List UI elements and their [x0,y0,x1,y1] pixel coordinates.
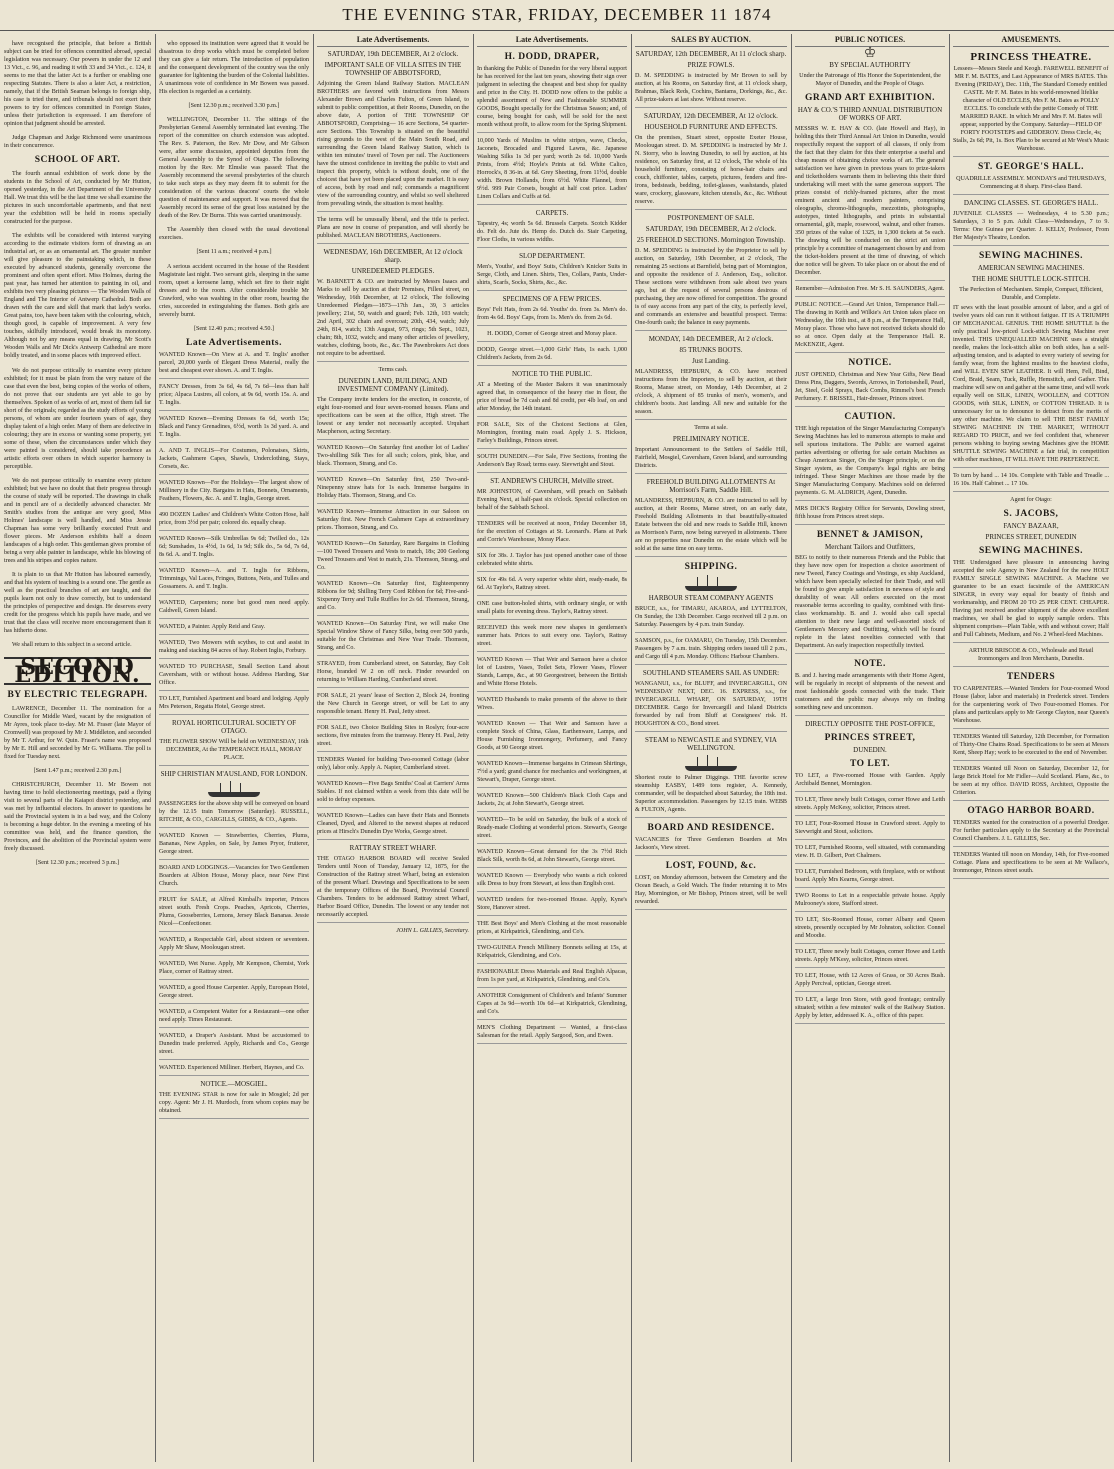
sent-note: [Sent 12.40 p.m.; received 4.50.] [193,325,275,332]
hall-body: QUADRILLE ASSEMBLY. MONDAYS and THURSDAYS, Commencing at 8 sharp. First-class Band. [953,175,1109,195]
art-body: MESSRS W. E. HAY & CO. (late Howell and Hay), in holding this their Third Annual Art Union in Dunedin, would respectfully request the support of all classes, if only from the fact that they claim for this their enterprise a useful and cheap means of obtaining choice works of art. The general satisfaction we have given in previous years to prize-takers and ticketholders warrants them in believing this their third undertaking will meet with the same generous support. The prizes consist of richly-framed pictures, after the most eminent ancient and modern painters, comprising oleographs, chromo-lithographs, mezzotints, photographs, autotypes, tinted lithographs, and prints in substantial ornamental, gilt, maple, rosewood, walnut, and other frames. 350 prizes of the value of 1325, in 1,300 tickets at 5s each. The drawing will be conducted on the strict art union principle by a committee of management chosen by and from the ticket-holders present at the time of drawing, of which due notice will be given. To take place on or about the end of December. [795,125,945,281]
harbor-body: TENDERS wanted for the construction of a powerful Dredger. For further particulars apply to the Secretary at the Provincial Council Chambers. J. L. GILLIES, Sec. [953,819,1109,847]
ship-ad: PASSENGERS for the above ship will be conveyed on board by the 12.15 train Tomorrow (Saturday). RUSSELL, RITCHIE, & CO., CARGILLS, GIBBS, & CO., Agents. [159,800,309,828]
tender-ad: TO CARPENTERS.—Wanted Tenders for Four-roomed Wood House (labor, labor and materials) in Frederick street. Tenders for the carpentering work of Two Four-roomed Homes. For plans and particulars apply to Mr George Clayton, near Queen's Warehouse. [953,685,1109,729]
shipping-title: STEAM to NEWCASTLE and SYDNEY, VIA WELLINGTON. [645,736,777,752]
pledge-terms: Terms cash. [378,367,408,373]
flower-show-ad: THE FLOWER SHOW Will be held on WEDNESDAY, 16th DECEMBER, At the TEMPERANCE HALL, MORAY PLACE. [159,738,309,766]
advertisement: RECEIVED this week more new shapes in gentlemen's summer hats. Prices to suit every one. Taylor's, Rattray street. [477,624,627,652]
board-body: VACANCIES for Three Gentlemen Boarders at Mrs Jackson's, View street. [635,836,787,856]
pledge-title: UNREDEEMED PLEDGES. [351,267,435,275]
board-heading: BOARD AND RESIDENCE. [647,823,775,833]
to-let-ad: TO LET, Four-Roomed House in Crawford street. Apply to Sievwright and Stout, solicitors. [795,820,945,840]
advertisement: DODD, George street.—1,000 Girls' Hats, 1s each. 1,000 Children's Jackets, from 2s 6d. [477,346,627,366]
column-7 [953,34,1109,1464]
paragraph: Judge Chapman and Judge Richmond were unanimous in their concurrence. [4,135,151,150]
advertisement: 490 DOZEN Ladies' and Children's White Cotton Hose, half price, from 3½d per pair; colored do. equally cheap. [159,511,309,531]
advertisement: WANTED. Experienced Milliner. Herbert, Haynes, and Co. [159,1064,309,1076]
shipping-body: BRUCE, s.s., for TIMARU, AKAROA, and LYTTELTON, On Sunday, the 13th December. Cargo received till 2 p.m. on Saturday. Passengers by 4 p.m. train Sunday. [635,605,787,633]
home-prices: To turn by hand ... 14 10s. Complete with Table and Treadle ... 16 10s. Half Cabinet ... 17 10s. [953,472,1109,492]
advertisement: WANTED Known—On Saturday first another lot of Ladies' Two-shilling Silk Ties for all such; colors, pink, blue, and black. Thomson, Strang, and Co. [317,444,469,472]
column-heading: Late Advertisements. [317,36,469,47]
advertisement: WANTED Known—Great demand for the 3s 7½d Rich Black Silk, worth 8s 6d, at John Stewart's, George street. [477,848,627,868]
shipping-heading: SHIPPING. [684,562,738,572]
advertisement: FRUIT for SALE, at Alfred Kimball's importer, Princes street south. Fresh Crops. Peaches, Apricots, Cherries, Plums, Gooseberries, Lemons, Jersey Black Bananas. Jessie Nicol—Confectioner. [159,896,309,932]
to-let-ad: TO LET, a Five-roomed House with Garden. Apply Archibald Bennet, Mornington. [795,772,945,792]
sale-date: SATURDAY, 19th DECEMBER, At 2 o'clock. [327,50,459,58]
mosgiel-heading: NOTICE.—MOSGIEL. [200,1079,268,1088]
church-body: MR JOHNSTON, of Caversham, will preach on Sabbath Evening Next, at half-past six o'clock. Special collection on behalf of the Sabbath School. [477,488,627,516]
sent-note: [Sent 12.30 p.m.; received 3.30 p.m.] [188,103,280,110]
advertisement: TENDERS Wanted for building Two-roomed Cottage (labor only), labor only. Apply A. Napier, Cumberland street. [317,756,469,776]
advertisement: FOR SALE, 21 years' lease of Section 2, Block 24, fronting the New Church in George street, or will be Let to any responsible tenant. Henry H. Paul, Jetty street. [317,692,469,720]
sale-title: 85 TRUNKS BOOTS. [679,346,743,354]
advertisement: WANTED Known—A. and T. Inglis for Ribbons, Trimmings, Val Laces, Fringes, Buttons, Nets, and Tulles and Gossamers. A. and T. Inglis. [159,567,309,595]
to-let-ad: TO LET, Furnished Rooms, well situated, with commanding view. H. D. Gilbert, Port Chalmers. [795,844,945,864]
section-heading: SCHOOL OF ART. [34,155,121,166]
dodd-body: In thanking the Public of Dunedin for the very liberal support he has received for the last ten years, showing their sign over judgment in selecting the cheapest and best shop for quality and price in the City. H. DODD now offers to the public a splendid assortment of New and Fashionable SUMMER GOODS, Bought specially for the Christmas Season; and, of course, being bought for cash, will be sold for the next month without profit, to allow room for the Spring Shipment. [477,65,627,133]
to-let-ad: TWO Rooms to Let in a respectable private house. Apply Mulrooney's store, Stafford street. [795,892,945,912]
telegraph-heading: BY ELECTRIC TELEGRAPH. [7,689,148,700]
paragraph: The fourth annual exhibition of work done by the students in the School of Art, conducted by Mr Hutton, opened yesterday, in the Art Department of the University Hall. We trust this will be the last time we shall examine the pictures in such uncomfortable apartments, and that next year the exhibition will be held in rooms specially constructed for the purpose. [4,171,151,226]
home-body: IT sews with the least possible amount of labor, and a girl of twelve years old can run it without fatigue. IT IS A TRIUMPH OF MECHANICAL GENIUS. THE HOME SHUTTLE Is the only practical low-priced Lock-stitch Sewing Machine ever invented. THIS UNEQUALLED MACHINE uses a straight needle, makes the lock-stitch alike on both sides, has a self-adjusting tension, and is adapted to every variety of sewing for family wear, from the lightest muslins to the heaviest cloths, and WILL EVEN SEW LEATHER. It will Hem, Fell, Bind, Cord, Braid, Seam, Tuck, Ruffle, Hemstitch, and Gather. This machine will sew on and gather at the same time, and will work equally well on SILK, LINEN, WOOLLEN, and COTTON GOODS, with SILK, LINEN, or COTTON THREAD. It is unnecessary for us to denounce to detract from the merits of any other machine. We claim to sell THE BEST FAMILY SEWING MACHINE IN THE MARKET, WITHOUT REGARD TO PRICE, and we feel confident that, whenever persons wishing to buying sewing Machines give the HOME SHUTTLE SEWING MACHINE a fair trial, in competition with other machines, IT WILL HAVE THE PREFERENCE. [953,304,1109,468]
sale-title: IMPORTANT SALE OF VILLA SITES IN THE TOWNSHIP OF ABBOTSFORD, [324,61,462,77]
sale-body: D. M. SPEDDING is instructed by Mr Brown to sell by auction, at his Rooms, on Saturday first, at 11 o'clock sharp, Brahmas, Black Reds, Cochins, Bantams, Dorkings, &c., &c. All prize-takers at last show. Without reserve. [635,72,787,108]
late-ads-heading: Late Advertisements. [185,337,282,348]
slop-title: SLOP DEPARTMENT. [519,252,585,260]
advertisement: WANTED Known—On Saturday First, we will make One Special Window Show of Fancy Silks, being over 500 yards, suitable for the Christmas and New Year Trade. Thomson, Strang, and Co. [317,620,469,656]
tenders-heading: TENDERS [1006,672,1056,682]
registry-ad: MRS DICK'S Registry Office for Servants, Dowling street, fifth house from Princes street steps. [795,505,945,525]
signature: JOHN L. GILLIES, Secretary. [396,928,469,934]
paragraph: We do not purpose critically to examine every picture exhibited; for it must be plain from the very nature of the case that even the best, being copies of the works of others, do not prove that our students are yet able to go by themselves. Spoken of as works of art, most of them fall far short of the originals; regarded as the study efforts of young persons, of whom are under fourteen years of age, they display talent of a high order. Many of them are defective in colouring; they are in excess or wanting some property, yet some of these, when the circumstances under which they were painted is considered, should take precedence as artistic efforts over others in which superior harmony is perceptible. [4,367,151,470]
advertisement: WANTED Known — Everybody who wants a rich colored silk Dress to buy from Stewart, at less than English cost. [477,872,627,892]
jacobs-title: S. JACOBS, [1003,509,1059,519]
note-body: B. and J. having made arrangements with their Home Agent, will be regularly in receipt of shipments of the newest and most fashionable goods connected with the trade. Their customers and the public may always rely on finding something new and uncommon. [795,672,945,716]
royal-arms-icon: ♔ [863,46,877,61]
advertisement: WANTED Known—Immense Attraction in our Saloon on Saturday first. New French Cashmere Caps at extraordinary prices. Thomson, Strang, and Co. [317,508,469,536]
advertisement: TENDERS will be received at noon, Friday December 18, for the erection of Cottages at St. Leonard's. Plans at Park and Corrie's Warehouse, Moray Place. [477,520,627,548]
advertisement: TWO-GUINEA French Millinery Bonnets selling at 15s, at Kirkpatrick, Glendining, and Co's. [477,944,627,964]
agent-label: Agent for Otago: [1010,497,1052,503]
note-heading: NOTE. [854,659,886,669]
specimens-title: SPECIMENS OF A FEW PRICES. [502,295,602,303]
sewing-body-2: THE Undersigned have pleasure in announcing having accepted the sole Agency in New Zealand for the new HOLT FAMILY SINGLE SEWING MACHINE. A Machine we guarantee to be an exact facsimile of the AMERICAN SINGER, in every way equal for beauty of finish and workmanship, and FROM 20 TO 25 PER CENT. CHEAPER. Having just received another shipment of the above excellent machines, we shall be glad to supply sample orders. This shipment comprises—Plain Table, with and without cover; Half and Full Cabinets, Medium, and No. 2 Wheel-feed Machines. [953,559,1109,643]
sale-body: On the premises, Stuart street, opposite Exeter House, Moolougan street. D. M. SPEDDING is instructed by Mr J. N. Storry, who is leaving Dunedin, to sell by auction, at his residence, on Saturday first, at 12 o'clock, The whole of his household furniture, consisting of horse-hair chairs and couch, chiffonier, tables, carpets, pictures, fenders and fire-irons, bedsteads, bedding, toilet-glasses, washstands, plated ware, crockery, glassware, kitchen utensils, &c., &c. Without reserve. [635,134,787,210]
advertisement: WANTED Known—On View at A. and T. Inglis' another parcel, 20,000 yards of Elegant Dress Material, really the best and cheapest ever shown. A. and T. Inglis. [159,351,309,379]
to-let-ad: TO LET, Furnished Bedroom, with fireplace, with or without board. Apply Mrs Kearns, George street. [795,868,945,888]
jacobs-address: PRINCES STREET, DUNEDIN [985,533,1077,541]
second-edition-heading: SECOND EDITION. [4,657,151,685]
wharf-body: THE OTAGO HARBOR BOARD will receive Sealed Tenders until Noon of Tuesday, January 12, 1875, for the Construction of the Rattray street Wharf, being an extension of the present Wharf. Drawings and Specifications to be seen at the temporary Offices of the Board, Provincial Council Chambers. Tenders to be addressed Rattray street Wharf, Harbor Board Office, Dunedin. The lowest or any tender not necessarily accepted. [317,855,469,923]
column-rule [313,34,314,1462]
lost-heading: LOST, FOUND, &c. [665,861,757,871]
advertisement: WANTED, a Painter. Apply Reid and Gray. [159,623,309,635]
note-city: DUNEDIN. [853,746,887,754]
tender-ad: TENDERS Wanted till noon on Monday, 14th, for Five-roomed Cottage. Plans and specifications to be seen at Mr Wallace's, Ironmonger, Princes street south. [953,851,1109,879]
dancing-title: DANCING CLASSES. ST. GEORGE'S HALL. [963,199,1099,207]
column-rule [155,34,156,1462]
carpets-body: Tapestry, 4s; worth 5s 6d. Brussels Carpets. Scotch Kidder do. Felt do. Jute do. Hemp do. Dutch do. Stair Carpeting, Floor Cloths, in various widths. [477,220,627,248]
advertisement: WANTED TO PURCHASE, Small Section Land about Caversham, with or without house. Address Harding, Star Office. [159,663,309,691]
tailor-heading: BENNET & JAMISON, [816,530,924,540]
art-sub: HAY & CO.'S THIRD ANNUAL DISTRIBUTION OF WORKS OF ART. [797,106,943,122]
caution-body: THE high reputation of the Singer Manufacturing Company's Sewing Machines has led to numerous attempts to make and sell spurious imitations. The Public are warned against parties advertising or offering for sale certain Machines as Cheap American Singer, On the Singer principle, or on the Singer system, as the Company's legal rights are being infringed. These Singer Machines are those made by the Singer Manufacturing Company. Machines sold on deferred payments. G. M. ALDRICH, Agent, Dunedin. [795,425,945,501]
dodd-list: 10,000 Yards of Muslins in white stripes, wave, Checks, Jaconets, Brocaded and Figured Lawns, &c. Japanese Washing Silks 1s 3d per yard; worth 2s 6d. 10,000 Yards Prints, from 4½d; Hoyle's Prints at 6d. White Calico, Horrock's, 8 36-in. at 6d. Grey Sheeting, from 11½d, double width. Brown Hollands, from 6½d. White Flannel, from 9½d. 999 Pair Corsets, bought at half cost price. Ladies' Linen Collars and Cuffs at 6d. [477,137,627,205]
paragraph: We do not purpose critically to examine every picture exhibited; but we have no doubt that their progress through the course of study will be reported. The drawings in chalk and in pencil are of a decidedly advanced character. Mr Smith's studies from the antique are very good, Miss Holmes' landscape is well handled, and Miss Jessie Chapman has some very brilliantly executed Fruit and flower pieces. Mr Anderson exhibits half a dozen landscapes of a high order. This gentleman gives promise of being a very able painter in landscape, while his blowing of trees and his stripes and copies nature. [4,477,151,564]
ship-icon [681,755,741,771]
ship-icon [681,575,741,591]
sale-body: Adjoining the Green Island Railway Station. MACLEAN BROTHERS are favored with instructions from Messrs Alexander Brown and Charles Fulton, of Green Island, to submit to public competition, at their Rooms, Dunedin, on the above date, A portion of THE TOWNSHIP OF ABBOTSFORD, Comprising— 16 acre Sections, 54 quarter-acre Sections. This Township is situated on the beautiful rising grounds to the west of the Main South Road, and surrounding the Green Island Railway Station, which is within ten minutes' travel of Town per rail. The Auctioneers have the utmost confidence in inviting the public to visit and inspect this property, which is without doubt, one of the choicest that have yet been placed upon the market. It is easy of access, both by road and rail; commands a magnificent view of the surrounding country, and whilst so well sheltered from prevailing winds, the situation is most healthy. [317,80,469,212]
advertisement: WANTED Known — That Weir and Samson have a choice lot of Lustres, Vases, Toilet Sets, Flower Vases, Flower Stands, Lamps, &c., at 90 Georgestreet, between the British and White Horse Hotels. [477,656,627,692]
notice-heading: NOTICE. [848,358,892,368]
tender-ad: TENDERS Wanted till Saturday, 12th December, for Formation of Thirty-One Chains Road. Specifications to be seen at Messrs Kent, Sheep Hay; work to be executed to the end of November. [953,733,1109,761]
tender-ad: TENDERS Wanted till Noon on Saturday, December 12, for large Brick Hotel for Mr Fidler—Auld Scotland. Plans, &c., to be seen at my office. DAVID ROSS, Architect, Opposite the Criterion. [953,765,1109,801]
shipping-title: HARBOUR STEAM COMPANY AGENTS [648,594,774,602]
to-let-ad: TO LET, House, with 12 Acres of Grass, or 30 Acres Bush. Apply Percival, optician, George street. [795,972,945,992]
advertisement: A. AND T. INGLIS—For Costumes, Polonaises, Skirts, Jackets, Cashmere Capes, Shawls, Underclothing, Stays, Corsets, &c. [159,447,309,475]
note-street: PRINCES STREET, [824,733,916,743]
note-address: DIRECTLY OPPOSITE THE POST-OFFICE, [805,720,935,728]
sale-terms: Terms at sale. [694,425,728,431]
sale-date: SATURDAY, 12th DECEMBER, At 12 o'clock. [644,112,778,120]
paragraph: have recognised the principle, that before a British subject can be tried for offences committed abroad, special legislation was necessary. Our powers in under the 12 and 13 Vict., c. 96, and reading it with 33 and 34 Vict., c. 124, it seems to me that the latter Act is a further or enabling one respecting Statutes. There is also a later Act, a restriction, namely, that if the British Seaman belongs to foreign ship, his case is tried there, and tribunals should not exert their powers to try for offences committed in Foreign States, unless their jurisdiction is expressed. I am therefore of opinion that judgment should be arrested. [4,41,151,128]
paragraph: The exhibits will be considered with interest varying according to the estimate visitors form of drawing as an industrial art, or as an ornamental art. The greater number will give pleasure to the painstaking which, in these executed by advanced students, generally overcome the prominent and often spent effort. Miss Holmes, during the past year, has turned her attention to painting in oil, and exhibits two very pleasing pictures — The Wooden Walls of England and The Interior of Antwerp Cathedral. Both are drawn with the care and skill that mark that lady's works. Great pains, too, have been taken with the colouring, which, though good, is capable of improvement. A very few touches, skilfully introduced, would break its monotony. Although not by any means equal in drawing, Mr Scott's Wooden Walls and Mr Dick's Antwerp Cathedral are more boldly treated, and in some places with improved effect. [4,233,151,360]
art-signature: Remember—Admission Free. Mr S. H. SAUNDERS, Agent. [795,285,945,297]
advertisement: WANTED Known—On Saturday, Rare Bargains in Clothing—100 Tweed Trousers and Vests to match, 18s; 200 Geelong Tweed Trousers and Vest to match, 21s. Thomson, Strang, and Co. [317,540,469,576]
wharf-title: RATTRAY STREET WHARF. [349,844,437,852]
column-6 [795,34,945,1464]
column-3 [317,34,469,1464]
advertisement: WANTED Known—Ladies can have their Hats and Bonnets Cleaned, Dyed, and Altered to the newest shapes at reduced prices at Hirsch's Dunedin Dye Works, George street. [317,812,469,840]
column-rule [791,34,792,1462]
advertisement: WANTED, Two Mowers with scythes, to cut and assist in making and stacking 84 acres of hay. Robert Inglis, Forbury. [159,639,309,659]
advertisement: WANTED Known—Evening Dresses 6s 6d, worth 15s; Black and Fancy Grenadines, 6½d, worth 1s 3d yard. A. and T. Inglis. [159,415,309,443]
advertisement: FANCY Dresses, from 3s 6d, 4s 6d, 7s 6d—less than half price; Alpaca Lustres, all colors, at 9s 6d, worth 15s. A. and T. Inglis. [159,383,309,411]
paragraph: We shall return to this subject in a second article. [12,641,132,648]
company-body: The Company invite tenders for the erection, in concrete, of eight four-roomed and four seven-roomed houses. Plans and specifications can be seen at the office, High street. The lowest or any tender not necessarily accepted. Urquhart Macpherson, acting Secretary. [317,396,469,440]
sale-sub: 25 FREEHOLD SECTIONS. Mornington Township. [636,236,786,244]
advertisement: FASHIONABLE Dress Materials and Real English Alpacas, from 1s per yard, at Kirkpatrick, Glendining, and Co's. [477,968,627,988]
column-rule [631,34,632,1462]
advertisement: WANTED Known — That Weir and Samson have a complete Stock of China, Glass, Earthenware, Lamps, and House Furnishing Ironmongery, Perfumery, and Fancy Goods, at 90 George street. [477,720,627,756]
sent-note: [Sent 12.30 p.m.; received 3 p.m.] [35,860,120,867]
sale-title: HOUSEHOLD FURNITURE AND EFFECTS. [644,123,778,131]
advertisement: WANTED Known—On Saturday first, 250 Two-and-Ninepenny straw hats for 1s each. Immense bargains in Holiday Hats. Thomson, Strang, and Co. [317,476,469,504]
ship-heading: SHIP CHRISTIAN M'AUSLAND, FOR LONDON. [160,769,308,778]
sale-title: PRIZE FOWLS. [687,61,735,69]
sale-sub: Just Landing. [692,357,730,365]
mosgiel-ad: THE EVENING STAR is now for sale in Mosgiel; 2d per copy. Agent: Mr J. H. Murdoch, from whom copies may be obtained. [159,1091,309,1119]
sale-body: Important Announcement to the Settlers of Saddle Hill, Fairfield, Mosgiel, Caversham, Green Island, and surrounding Districts. [635,446,787,474]
authority-title: BY SPECIAL AUTHORITY [829,61,911,69]
column-rule [949,34,950,1462]
sale-title: PRELIMINARY NOTICE. [672,435,750,443]
column-1 [4,34,151,1464]
paragraph: CHRISTCHURCH, December 11. Mr Bowen not having time to hold electioneering meetings, paid a flying visit to several parts of the Kaiapoi district yesterday, and was met by influential electors. In answer to questions he said the Provincial system is in a bad way, and the Colony is becoming a huge debtor. In the evening a meeting of his committee was held, and the finance question, the Provinces, and the abolition of the Provincial system were freely discussed. [4,782,151,853]
advertisement: WANTED, a Draper's Assistant. Must be accustomed to Dunedin trade preferred. Apply, Richards and Co., George street. [159,1032,309,1060]
advertisement: WANTED Husbands to make presents of the above to their Wives. [477,696,627,716]
shipping-body: SAMSON, p.s., for OAMARU, On Tuesday, 15th December. Passengers by 7 a.m. train. Shipping orders issued till 2 p.m., and Cargo till 4 p.m. Monday. Offices: Harbour Chambers. [635,637,787,665]
jacobs-sub: FANCY BAZAAR, [1003,522,1059,530]
sale-date: SATURDAY, 12th DECEMBER, At 11 o'clock sharp. [635,50,787,58]
pledge-date: WEDNESDAY, 16th DECEMBER, At 12 o'clock sharp. [323,248,463,264]
paragraph: A serious accident occurred in the house of the Resident Magistrate last night. Two servant girls, sleeping in the same room, upset a kerosene lamp, which set fire to their night dresses and to the room. After considerable trouble Mr Crawford, who was washing in the other room, hearing the cries, succeeded in extinguishing the flames. Both girls are severely burnt. [159,263,309,318]
advertisement: SOUTH DUNEDIN.—For Sale, Five Sections, fronting the Anderson's Bay Road; terms easy. Sievwright and Stout. [477,453,627,473]
advertisement: ANOTHER Consignment of Children's and Infants' Summer Capes at 3s 9d—worth 10s 6d—at Kirkpatrick, Glendining, and Co's. [477,992,627,1020]
advertisement: BOARD AND LODGINGS.—Vacancies for Two Gentlemen Boarders at Albion House, Moray place, near New First Church. [159,864,309,892]
advertisement: MEN'S Clothing Department — Wanted, a first-class Salesman for the retail. Apply Sargood, Son, and Ewen. [477,1024,627,1044]
tailor-body: BEG to notify to their numerous Friends and the Public that they have now open for inspection a choice assortment of new Tweed, Fancy Coatings and Vestings, ex ship Auckland, which have been specially selected for their Trade, and will be found to give ample satisfaction in newness of style and durability of wear. All orders executed on the most reasonable terms according to quality, combined with first-class workmanship. B. and J. would also call special attention to their new large and well-assorted stock of Gentlemen's Mercery and Outfitting, which will be found replete in the latest novelties connected with that Department. An early inspection respectfully invited. [795,554,945,654]
advertisement: WANTED Known — Strawberries, Cherries, Plums, Bananas, New Apples, on Sale, by James Pryor, fruiterer, George street. [159,832,309,860]
authority-sub: Under the Patronage of His Honor the Superintendent, the Mayor of Dunedin, and the People of Otago. [799,73,941,87]
society-heading: ROYAL HORTICULTURAL SOCIETY OF OTAGO. [172,718,296,735]
sent-note: [Sent 11 a.m.; received 4 p.m.] [196,249,272,256]
dodd-signature: H. DODD, Corner of George street and Moray place. [477,330,627,342]
column-heading: Late Advertisements. [477,36,627,47]
to-let-ad: TO LET, a large Iron Store, with good frontage; centrally situated; within a few minutes' walk of the Railway Station. Apply by letter, addressed K. A., office of this paper. [795,996,945,1024]
dodd-title: H. DODD, DRAPER, [504,52,600,62]
church-title: ST. ANDREW'S CHURCH, Melville street. [490,477,614,485]
paragraph: The Assembly then closed with the usual devotional exercises. [159,227,309,242]
theatre-title: PRINCESS THEATRE. [970,51,1092,63]
column-5 [635,34,787,1464]
advertisement: ONE case button-holed shirts, with ordinary single, or with small plaits for evening dress. Taylor's, Rattray street. [477,600,627,620]
briscoe-ad: ARTHUR BRISCOE & CO., Wholesale and Retail Ironmongers and Iron Merchants, Dunedin. [953,647,1109,667]
tailor-sub: Merchant Tailors and Outfitters, [825,543,915,551]
slop-body: Men's, Youths', and Boys' Suits, Children's Knicker Suits in Serge, Cloth, and Linen. Shirts, Ties, Collars, Pants, Under-shirts, Scarfs, Socks, Shirts, &c., &c. [477,263,627,291]
harbor-heading: OTAGO HARBOR BOARD. [967,806,1095,816]
paragraph: LAWRENCE, December 11. The nomination for a Councillor for Middle Ward, vacant by the resignation of Mr Ayres, took place to-day. Mr M. Fraser (late Mayor of Cromwell) was proposed by Mr J. Middleton, and seconded by Mr T. Arthur, for W. Quin. Fraser's name was proposed by Mr E. Hill and seconded by Mr G. Williams. The poll is fixed for Tuesday next. [4,705,151,760]
sale-date: SATURDAY, 19th DECEMBER, At 2 o'clock. [645,225,777,233]
advertisement: WANTED tenders for two-roomed House. Apply, Kyne's Store, Hanover street. [477,896,627,916]
to-let-ad: TO LET, Three newly built Cottages, corner Howe and Leith streets. Apply McKesy, solicitor, Princes street. [795,796,945,816]
sale-body: MLANDRESS, HEPBURN, & CO. are instructed to sell by auction, at their Rooms, Manse street, on an early date, Freehold Building Allotments in that beautifully-situated Estate between the old and new roads to Saddle Hill, known as Morrison's Farm, now being surveyed in allotments. There are no properties near Dunedin on the estate which will be sold at the same time on easy terms. [635,497,787,557]
advertisement: TO LET, Furnished Apartment and board and lodging. Apply Mrs Peterson, Regatta Hotel, George street. [159,695,309,715]
home-title: THE HOME SHUTTLE LOCK-STITCH. [971,275,1091,283]
advertisement: WANTED, Carpenters; none but good men need apply. Caldwell, Green Island. [159,599,309,619]
sewing-heading-2: SEWING MACHINES. [978,546,1084,556]
advertisement: WANTED Known—Immense bargains in Crimean Shirtings, 7½d a yard; grand chance for mechanics and workingmen, at Stewart's, Draper, George street. [477,760,627,788]
column-heading: SALES BY AUCTION. [635,36,787,47]
ship-icon [204,781,264,797]
column-4 [477,34,627,1464]
art-title: GRAND ART EXHIBITION. [804,93,936,103]
advertisement: WANTED, a Respectable Girl, about sixteen or seventeen. Apply Mr Shaw, Moolougan street. [159,936,309,956]
dancing-body: JUVENILE CLASSES — Wednesdays, 4 to 5.30 p.m.; Saturdays, 3 to 5 p.m. Adult Class—Wednesdays, 7 to 9. Terms: One Guinea per Quarter. J. KELLY, Professor, From Her Majesty's Theatre, London. [953,210,1109,246]
advertisement: WANTED Known—Five Bags Smiths' Coal at Carriers' Arms Stables. If not claimed within a week from this date will be sold to defray expenses. [317,780,469,808]
column-2 [159,34,309,1464]
advertisement: WANTED Known—For the Holidays—The largest show of Millinery in the City. Bargains in Hats, Bonnets, Ornaments, Feathers, Flowers, &c. A. and T. Inglis, George street. [159,479,309,507]
to-let-ad: TO LET, Three newly built Cottages, corner Howe and Leith streets. Apply M'Kesy, solicitor, Princes street. [795,948,945,968]
notice-body: JUST OPENED, Christmas and New Year Gifts, New Bead Dress Pins, Daggers, Swords, Arrows, in Tortoiseshell, Pearl, Jet, Steel, Gold Sprays, Back Combs, Rimmel's best French Perfumery. F. BRISSEL, Hair-dresser, Princes street. [795,371,945,407]
paragraph: who opposed its institution were agreed that it would be disastrous to drop works which must be completed before they can give a fair return. The introduction of population and the consequent development of the country was the only guarantee for lightening the burden of the Colonial liabilities. A unanimous vote of confidence in Mr Bowen was passed. His election is regarded as a certainty. [159,41,309,96]
sewing-heading: SEWING MACHINES. [978,251,1084,261]
sale-body: D. M. SPEDDING is instructed by the Proprietor to sell by auction, on Saturday, 19th December, at 2 o'clock, The remaining 25 sections at Barnfield, being part of Mornington, and opposite the residence of J. Anderson, Esq., solicitor. These sections were withdrawn from sale about two years ago, but at the request of several persons desirous of purchasing, they are now offered for competition. The ground is of easy access from any part of the city, is perfectly level, and commands an extensive and beautiful prospect. Terms: One-fourth cash; the balance in easy payments. [635,247,787,331]
sewing-sub: AMERICAN SEWING MACHINES. [977,264,1085,272]
carpets-title: CARPETS. [535,209,569,217]
advertisement: THE Best Boys' and Men's Clothing at the most reasonable prices, at Kirkpatrick, Glendining, and Co's. [477,920,627,940]
advertisement: SIX for 38s. J. Taylor has just opened another case of those celebrated white shirts. [477,552,627,572]
theatre-body: Lessees—Messrs Steele and Keogh. FAREWELL BENEFIT of MR F. M. BATES, and Last Appearance of MRS BATES. This Evening (FRIDAY), Dec. 11th, The Standard Comedy entitled CASTE. Mr F. M. Bates in his world-renowned lifelike character of OLD ECCLES, Mrs F. M. Bates as POLLY ECCLES. To conclude with the petite Comedy of THE MARRIED RAKE. In which Mr and Mrs F. M. Bates will appear, supported by the Company. Saturday—FIELD OF FORTY FOOTSTEPS and GIDDEROY. Dress Circle, 4s; Stalls, 2s 6d; Pit, 1s. Box Plan to be secured at Mr West's Music Warehouse. [953,65,1109,157]
home-sub: The Perfection of Mechanism. Simple, Compact, Efficient, Durable, and Complete. [959,287,1103,301]
sale-terms: The terms will be unusually liberal, and the title is perfect. Plans are now in course of preparation, and will shortly be published. MACLEAN BROTHERS, Auctioneers. [317,216,469,244]
advertisement: WANTED, a good House Carpenter. Apply, European Hotel, George street. [159,984,309,1004]
column-rule [473,34,474,1462]
advertisement: STRAYED, from Cumberland street, on Saturday, Bay Colt Horse, branded W 2 on off neck. Finder rewarded on returning to William Harding, Cumberland street. [317,660,469,688]
public-notice: PUBLIC NOTICE.—Grand Art Union, Temperance Hall.—The drawing in Keith and Wilkie's Art Union takes place on Wednesday, the 16th inst., at 8 p.m., at the Temperance Hall, Moray place. Those who have not received tickets should do so at once. Open daily at the Temperance Hall. R. McKENZIE, Agent. [795,301,945,353]
shipping-body: WANGANUI, s.s., for BLUFF, and INVERCARGILL, ON WEDNESDAY NEXT, DEC. 16. EXPRESS, s.s., for INVERCARGILL WHARF, ON SATURDAY, 19TH DECEMBER. Cargo for Invercargill and Island Districts forwarded by rail from Bluff at Consignees' risk. H. HOUGHTON & CO., Bond street. [635,680,787,732]
advertisement: WANTED Known—On Saturday first, Eighteenpenny Ribbons for 9d; Shilling Terry Cord Ribbon for 6d; Five-and-Sixpenny Terry and Tulle Ruffles for 2s 6d. Thomson, Strang, and Co. [317,580,469,616]
shipping-body: Shortest route to Palmer Diggings. THE favorite screw steamship EASBY, 1489 tons register, A. Kennedy, commander, will be despatched about Saturday, the 18th inst. Superior accommodation. Passengers by 12.15 train. WEBB & FULTON, Agents. [635,774,787,818]
shipping-title: SOUTHLAND STEAMERS SAIL AS UNDER: [642,669,780,677]
advertisement: FOR SALE, Six of the Choicest Sections at Glen, Mornington, fronting main road. Apply J. S. Hickson, Farley's Buildings, Princes street. [477,421,627,449]
public-body: AT a Meeting of the Master Bakers it was unanimously agreed that, in consequence of the heavy rise in flour, the price of bread be 7d cash and 8d credit, per 4lb loaf, on and after Monday, the 14th instant. [477,381,627,417]
sale-title: FREEHOLD BUILDING ALLOTMENTS At Morrison's Farm, Saddle Hill. [646,478,776,494]
sale-title: POSTPONEMENT OF SALE. [667,214,755,222]
advertisement: WANTED—To be sold on Saturday, the bulk of a stock of Ready-made Clothing at wonderful prices. Stewart's, George street. [477,816,627,844]
specimens-body: Boys' Felt Hats, from 2s 6d. Youths' do. from 3s. Men's do. from 4s 6d. Boys' Caps, from 1s. Men's do. from 2s 6d. [477,306,627,326]
advertisement: WANTED Known—Silk Umbrellas 9s 6d; Twilled do., 12s 6d; Sunshades, 1s 4½d, 1s 6d, 1s 9d; Silk do., 5s 6d, 7s 6d, 8s 6d. A. and T. Inglis. [159,535,309,563]
lost-body: LOST, on Monday afternoon, between the Cemetery and the Ocean Beach, a Gold Watch. The finder returning it to Mrs Hay, Mornington, or Mr Bishop, Princes street, will be well rewarded. [635,874,787,910]
hall-title: ST. GEORGE'S HALL. [978,162,1084,172]
advertisement: SIX for 49s 6d. A very superior white shirt, ready-made, 8s 6d. At Taylor's, Rattray street. [477,576,627,596]
paragraph: It is plain to us that Mr Hutton has laboured earnestly, and that his system of teaching is a sound one. The gentle as well as the practical branches of art are taught, and the pupils learn not only to draw correctly, but to understand the principles of perspective and design. He deserves every credit for the progress which his pupils have made, and we trust that the class will receive more encouragement than it has hitherto done. [4,571,151,634]
to-let-heading: TO LET. [849,759,891,769]
masthead: THE EVENING STAR, FRIDAY, DECEMBER 11 1874 [0,0,1114,31]
sale-body: MLANDRESS, HEPBURN, & CO. have received instructions from the Importers, to sell by auction, at their Rooms, Manse street, on Monday, 14th December, at 2 o'clock, A shipment of 85 trunks of men's, women's, and children's boots. Just landing. All new and suitable for the season. [635,368,787,420]
advertisement: WANTED, Wet Nurse. Apply, Mr Kempson, Chemist, York Place, corner of Rattray street. [159,960,309,980]
advertisement: WANTED, a Competent Waiter for a Restaurant—one other need apply. Times Restaurant. [159,1008,309,1028]
company-title: DUNEDIN LAND, BUILDING, AND INVESTMENT COMPANY (Limited). [337,377,449,393]
sale-date: MONDAY, 14th DECEMBER, At 2 o'clock. [648,335,774,343]
sent-note: [Sent 1.47 p.m.; received 2.30 p.m.] [33,768,122,775]
public-title: NOTICE TO THE PUBLIC. [511,370,593,378]
to-let-ad: TO LET, Six-Roomed House, corner Albany and Queen streets, presently occupied by Mr Johnston, solicitor. Connel and Moodie. [795,916,945,944]
pledge-body: W. BARNETT & CO. are instructed by Messrs Isaacs and Marks to sell by auction at their Premises, Filleul street, on Wednesday, 16th December, at 12 o'clock, The following Unredeemed Pledges—1873—17th Jan., 39, 3 articles jewellery; 21st, 50, watch and guard; Feb. 12th, 103 watch; 2nd April, 302 chain and overcoat; 20th, 434, watch; July 24th, 814, watch; 13th August, 973, rings; 5th Sept., 1023, chain; 8th, 1032, watch; and many other articles of jewellery, watches, clothing, boots, &c., &c. The Pawnbrokers Act does not require to be advertised. [317,278,469,362]
advertisement: WANTED Known—500 Children's Black Cloth Caps and Jackets, 2s; at John Stewart's, George street. [477,792,627,812]
column-heading: PUBLIC NOTICES. [795,36,945,47]
caution-heading: CAUTION. [844,412,896,422]
column-heading: AMUSEMENTS. [953,36,1109,47]
advertisement: FOR SALE, two Choice Building Sites in Roslyn; four-acre sections, five minutes from the tramway. Henry H. Paul, Jetty street. [317,724,469,752]
paragraph: WELLINGTON, December 11. The sittings of the Presbyterian General Assembly terminated last evening. The report of the committee on church extension was adopted. The Rev. S. Paterson, the Rev. Mr Dow, and Mr Gibson were, after some discussion, appointed deputies from the General Assembly to the Synod of Otago. The following motion by the Rev. Mr Elmslie was passed: That the Assembly recommend the several presbyteries of the church to take such steps as they may deem fit to submit for the consideration of the various deacons' courts the whole question of maintenance and support. It was moved that the Assembly record its sense of the great loss sustained by the death of the Rev. Dr Burns. This was carried unanimously. [159,117,309,220]
